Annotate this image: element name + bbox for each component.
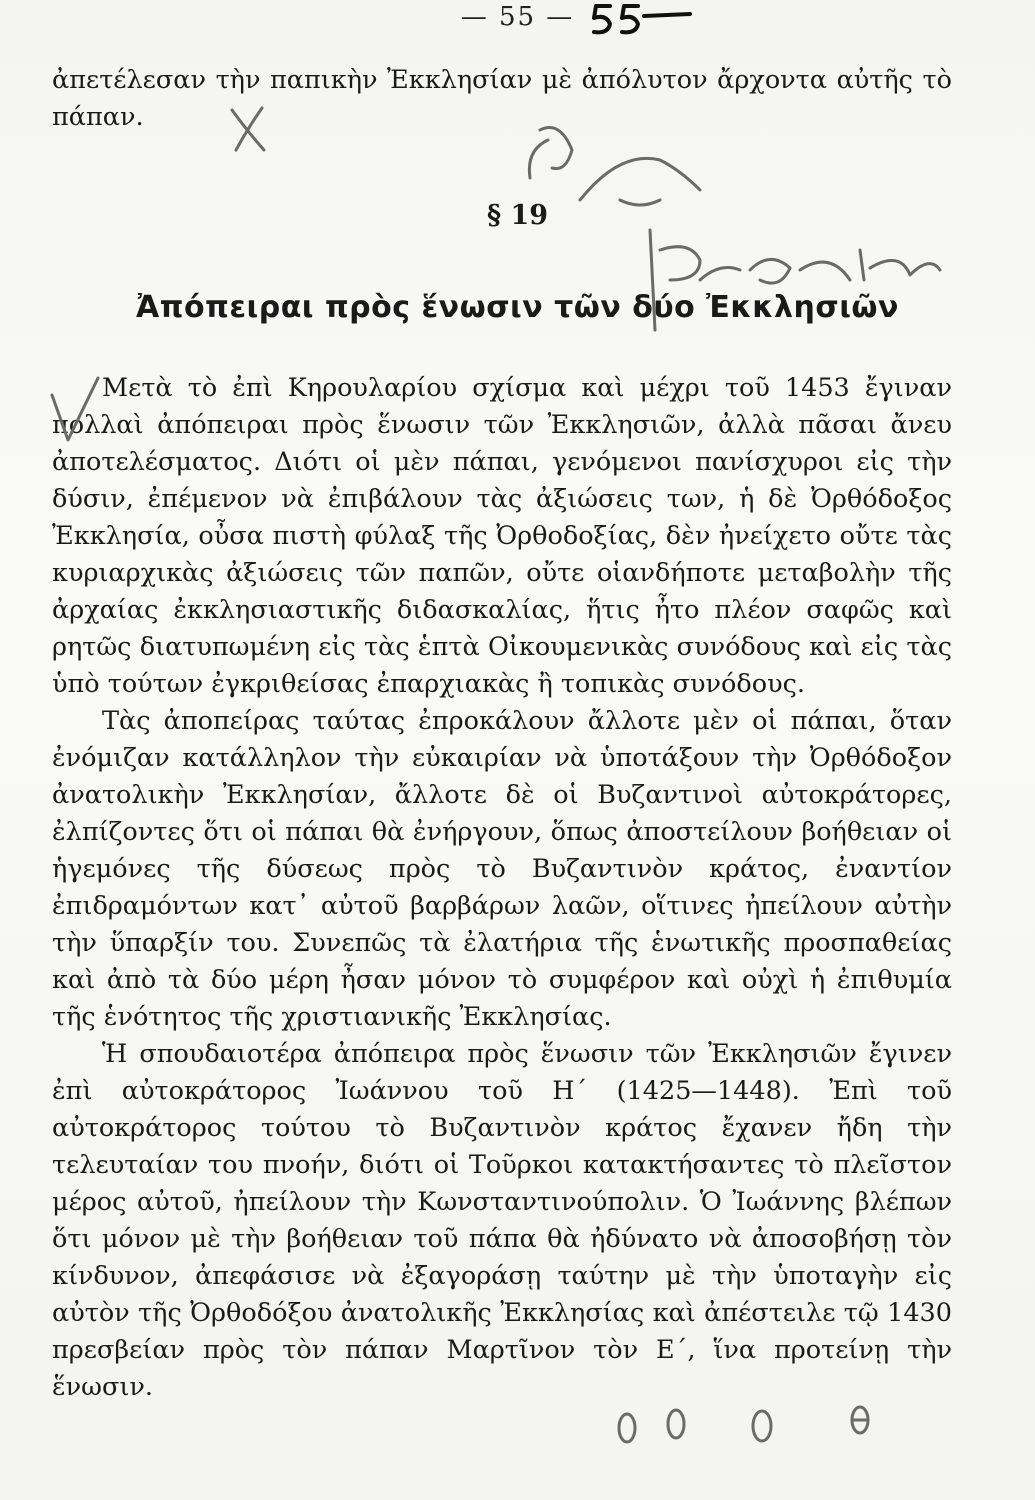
paragraph: Μετὰ τὸ ἐπὶ Κηρουλαρίου σχίσμα καὶ μέχρι τοῦ 1453 ἔγιναν πολλαὶ ἀπόπειραι πρὸς ἕνωσιν τῶν Ἐκκλησιῶν, ἀλλὰ πᾶσαι ἄνευ ἀποτελέσματος. Διότι οἱ μὲν πάπαι, γενόμενοι πανίσχυροι εἰς τὴν δύσιν, ἐπέμενον νὰ ἐπιβάλουν τὰς ἀξιώσεις των, ἡ δὲ Ὀρθόδοξος Ἐκκλησία, οὖσα πιστὴ φύλαξ τῆς Ὀρθοδοξίας, δὲν ἠνείχετο οὔτε τὰς κυριαρχικὰς ἀξιώσεις τῶν παπῶν, οὔτε οἱανδήποτε μεταβολὴν τῆς ἀρχαίας ἐκκλησιαστικῆς διδασκαλίας, ἥτις ἦτο πλέον σαφῶς καὶ ρητῶς διατυπωμένη εἰς τὰς ἑπτὰ Οἰκουμενικὰς συνόδους καὶ εἰς τὰς ὑπὸ τούτων ἐγκριθείσας ἐπαρχιακὰς ἢ τοπικὰς συνόδους.: [52, 373, 952, 699]
paragraph: Ἡ σπουδαιοτέρα ἀπόπειρα πρὸς ἕνωσιν τῶν Ἐκκλησιῶν ἔγινεν ἐπὶ αὐτοκράτορος Ἰωάννου τοῦ Η´ (1425—1448). Ἐπὶ τοῦ αὐτοκράτορος τούτου τὸ Βυζαντινὸν κράτος ἔχανεν ἤδη τὴν τελευταίαν του πνοήν, διότι οἱ Τοῦρκοι κατακτήσαντες τὸ πλεῖστον μέρος αὐτοῦ, ἠπείλουν τὴν Κωνσταντινούπολιν. Ὁ Ἰωάννης βλέπων ὅτι μόνον μὲ τὴν βοήθειαν τοῦ πάπα θὰ ἠδύνατο νὰ ἀποσοβήσῃ τὸν κίνδυνον, ἀπεφάσισε νὰ ἐξαγοράσῃ ταύτην μὲ τὴν ὑποταγὴν εἰς αὐτὸν τῆς Ὀρθοδόξου ἀνατολικῆς Ἐκκλησίας καὶ ἀπέστειλε τῷ 1430 πρεσβείαν πρὸς τὸν πάπαν Μαρτῖνον τὸν Ε´, ἵνα προτείνῃ τὴν ἕνωσιν.: [52, 1039, 952, 1402]
body-text: [52, 370, 952, 1406]
continuation-text: ἀπετέλεσαν τὴν παπικὴν Ἐκκλησίαν μὲ ἀπόλυτον ἄρχοντα αὐτῆς τὸ πάπαν.: [52, 65, 952, 132]
page-number: — 55 —: [460, 2, 575, 32]
section-number: § 19: [486, 200, 549, 231]
paragraph: Τὰς ἀποπείρας ταύτας ἐπροκάλουν ἄλλοτε μὲν οἱ πάπαι, ὅταν ἐνόμιζαν κατάλληλον τὴν εὐκαιρίαν νὰ ὑποτάξουν τὴν Ὀρθόδοξον ἀνατολικὴν Ἐκκλησίαν, ἄλλοτε δὲ οἱ Βυζαντινοὶ αὐτοκράτορες, ἐλπίζοντες ὅτι οἱ πάπαι θὰ ἐνήργουν, ὅπως ἀποστείλουν βοήθειαν οἱ ἡγεμόνες τῆς δύσεως πρὸς τὸ Βυζαντινὸν κράτος, ἐναντίον ἐπιδραμόντων κατ᾽ αὐτοῦ βαρβάρων λαῶν, οἵτινες ἠπείλουν αὐτὴν τὴν ὕπαρξίν του. Συνεπῶς τὰ ἐλατήρια τῆς ἑνωτικῆς προσπαθείας καὶ ἀπὸ τὰ δύο μέρη ἦσαν μόνον τὸ συμφέρον καὶ οὐχὶ ἡ ἐπιθυμία τῆς ἑνότητος τῆς χριστιανικῆς Ἐκκλησίας.: [52, 706, 952, 1032]
pencil-circle: [852, 1407, 868, 1433]
pencil-circle: [753, 1411, 771, 1441]
pencil-circle: [668, 1410, 684, 1438]
pencil-circle: [619, 1414, 635, 1442]
continuation-paragraph: [52, 62, 952, 136]
scribble-note: [529, 128, 700, 206]
section-title: Ἀπόπειραι πρὸς ἕνωσιν τῶν δύο Ἐκκλησιῶν: [136, 290, 899, 325]
